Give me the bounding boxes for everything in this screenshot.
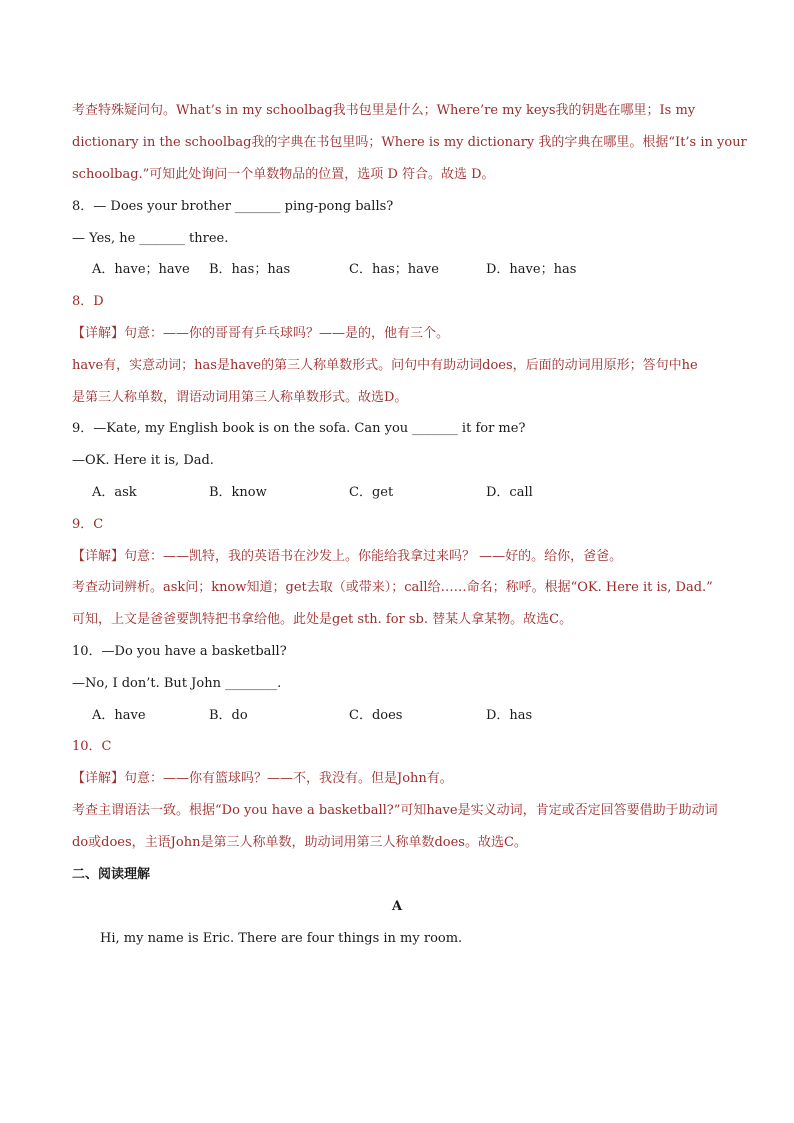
detail-10-line-2: 考查主谓语法一致。根据“Do you have a basketball?”可知have是实义动词，肯定或否定回答要借助于助动词 xyxy=(72,803,718,818)
explanation-7-line-1: 考查特殊疑问句。What’s in my schoolbag我书包里是什么；Where’re my keys我的钥匙在哪里；Is my xyxy=(72,103,696,118)
question-10-line-1: 10．—Do you have a basketball? xyxy=(72,644,287,659)
option-b: B．know xyxy=(209,485,267,500)
detail-9-line-1: 【详解】句意：——凯特，我的英语书在沙发上。你能给我拿过来吗？ ——好的。给你，爸爸。 xyxy=(72,549,623,564)
passage-first-line: Hi, my name is Eric. There are four things in my room. xyxy=(100,931,463,946)
question-9-line-2: —OK. Here it is, Dad. xyxy=(72,453,214,468)
explanation-7-line-3: schoolbag.”可知此处询问一个单数物品的位置，选项 D 符合。故选 D。 xyxy=(72,167,495,182)
option-d: D．has xyxy=(486,708,533,723)
section-heading-reading: 二、阅读理解 xyxy=(72,867,151,882)
explanation-7-line-2: dictionary in the schoolbag我的字典在书包里吗；Where is my dictionary 我的字典在哪里。根据“It’s in your xyxy=(72,135,747,150)
answer-10: 10．C xyxy=(72,739,112,754)
question-10-line-2: —No, I don’t. But John ________. xyxy=(72,676,282,691)
option-b: B．has；has xyxy=(209,262,291,277)
question-8-line-2: — Yes, he _______ three. xyxy=(72,231,229,246)
detail-8-line-3: 是第三人称单数，谓语动词用第三人称单数形式。故选D。 xyxy=(72,390,408,405)
option-b: B．do xyxy=(209,708,248,723)
detail-8-line-2: have有，实意动词；has是have的第三人称单数形式。问句中有助动词does，后面的动词用原形；答句中he xyxy=(72,358,698,373)
question-9-line-1: 9．—Kate, my English book is on the sofa. Can you _______ it for me? xyxy=(72,421,526,436)
detail-8-line-1: 【详解】句意：——你的哥哥有乒乓球吗？——是的，他有三个。 xyxy=(72,326,450,341)
option-c: C．get xyxy=(349,485,394,500)
option-a: A．have；have xyxy=(92,262,190,277)
detail-10-line-3: do或does，主语John是第三人称单数，助动词用第三人称单数does。故选C。 xyxy=(72,835,527,850)
question-8-line-1: 8．— Does your brother _______ ping-pong balls? xyxy=(72,199,394,214)
option-a: A．have xyxy=(92,708,146,723)
detail-10-line-1: 【详解】句意：——你有篮球吗？——不，我没有。但是John有。 xyxy=(72,771,453,786)
option-c: C．has；have xyxy=(349,262,439,277)
answer-9: 9．C xyxy=(72,517,104,532)
option-c: C．does xyxy=(349,708,403,723)
answer-8: 8．D xyxy=(72,294,104,309)
option-d: D．have；has xyxy=(486,262,577,277)
passage-label: A xyxy=(391,899,403,914)
detail-9-line-2: 考查动词辨析。ask问；know知道；get去取（或带来）；call给……命名；称呼。根据“OK. Here it is, Dad.” xyxy=(72,580,713,595)
option-d: D．call xyxy=(486,485,533,500)
option-a: A．ask xyxy=(92,485,137,500)
detail-9-line-3: 可知，上文是爸爸要凯特把书拿给他。此处是get sth. for sb. 替某人拿某物。故选C。 xyxy=(72,612,573,627)
